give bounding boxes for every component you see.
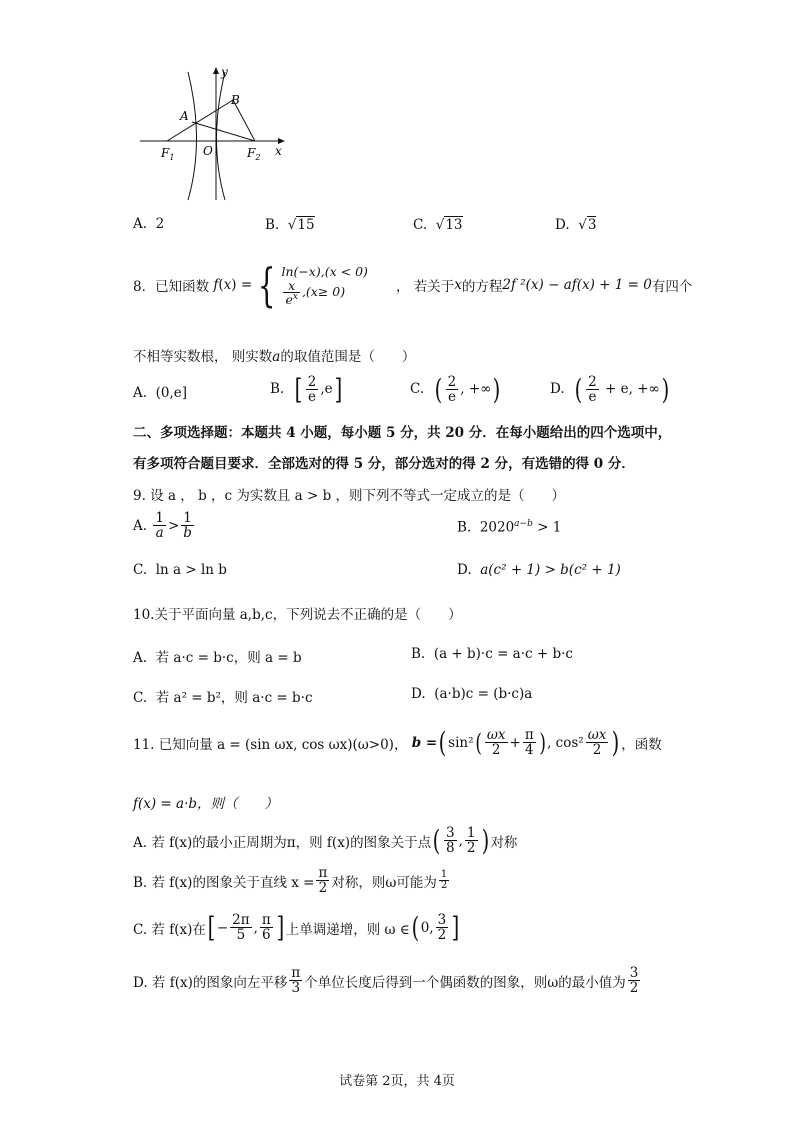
q9-option-c: C. ln a > ln b [133, 562, 227, 578]
q9-option-d: D. a(c² + 1) > b(c² + 1) [457, 562, 621, 578]
q7-option-b: B. √15 [265, 217, 315, 233]
q8-option-b: B. [ $\frac{2}{e}$ ,e] [270, 372, 342, 406]
q10-option-b: B. (a + b)·c = a·c + b·c [411, 646, 573, 662]
q8-stem-line2: 不相等实数根， 则实数a的取值范围是（ ） [133, 349, 416, 365]
label-y: y [221, 65, 228, 79]
q11-stem-line2: f(x) = a·b，则（ ） [133, 796, 279, 812]
label-f1: $F_1$ [161, 146, 175, 162]
q11-option-a: A. 若 f(x)的最小正周期为π，则 f(x)的图象关于点 ( $\frac{3}{8}$ , $\frac{1}{2}$ ) 对称 [133, 823, 518, 857]
label-x: x [275, 144, 282, 158]
q8-option-a: A. (0,e] [133, 385, 188, 401]
q10-stem: 10.关于平面向量 a,b,c，下列说去不正确的是（ ） [133, 607, 462, 623]
label-o: O [203, 144, 213, 158]
section2-heading-line2: 有多项符合题目要求．全部选对的得 5 分，部分选对的得 2 分，有选错的得 0 分． [133, 456, 635, 472]
label-b: B [231, 93, 240, 107]
q8-option-c: C. ( $\frac{2}{e}$ , +∞) [410, 372, 501, 406]
label-a: A [180, 109, 189, 123]
q7-option-d: D. √3 [555, 217, 597, 233]
q8-stem: 8．已知函数 f ( x ) = { ln(−x),(x < 0) $\frac{x}{e^x}$ ,(x≥ 0) ， 若关于 x 的方程 2f ²(x) − af(x) + 1 = 0 有四个 [133, 258, 693, 312]
q10-option-d: D. (a·b)c = (b·c)a [411, 686, 533, 702]
page-footer: 试卷第 2页，共 4页 [339, 1074, 455, 1089]
q7-option-c: C. √13 [413, 217, 463, 233]
q8-option-d: D. ( $\frac{2}{e}$ + e, +∞) [550, 372, 670, 406]
section2-heading-line1: 二、多项选择题：本题共 4 小题，每小题 5 分，共 20 分．在每小题给出的四个选项中， [133, 425, 672, 441]
q9-option-b: B. $2020^{a-b} > 1$ [457, 519, 562, 536]
segment-a-f2 [192, 122, 255, 141]
q10-option-a: A. 若 a·c = b·c，则 a = b [133, 650, 302, 666]
hyperbola-figure [135, 60, 295, 205]
q11-option-d: D. 若 f(x)的图象向左平移 $\frac{\pi}{3}$ 个单位长度后得到一个偶函数的图象，则ω的最小值为 $\frac{3}{2}$ [133, 965, 639, 997]
hyperbola-right-branch [217, 72, 226, 200]
piecewise-brace: { [258, 258, 276, 312]
label-f2: $F_2$ [247, 146, 261, 162]
q7-option-a: A. 2 [133, 216, 165, 232]
q9-stem: 9. 设 a ， b ，c 为实数且 a > b ，则下列不等式一定成立的是（ ） [133, 488, 566, 504]
y-axis-arrow [213, 67, 219, 74]
q9-option-a: A. $\frac{1}{a}$ > $\frac{1}{b}$ [133, 510, 192, 542]
q11-option-b: B. 若 f(x)的图象关于直线 x = $\frac{\pi}{2}$ 对称，则ω可能为 $\frac{1}{2}$ [133, 865, 448, 897]
q10-option-c: C. 若 a² = b²，则 a·c = b·c [133, 690, 313, 706]
q11-option-c: C. 若 f(x)在 [ − $\frac{2\pi}{5}$ , $\frac{\pi}{6}$ ] 上单调递增，则 ω ∈ ( 0, $\frac{3}{2}$ ] [133, 910, 460, 944]
segment-f1-b [167, 100, 233, 141]
q11-stem: 11. 已知向量 a = (sin ωx, cos ωx)(ω>0)， b = ( sin² ( $\frac{\omega x}{2}$ + $\frac{\pi}{4}$ ) , cos² $\frac{\omega x}{2}$ ) ，函数 [133, 725, 662, 759]
hyperbola-left-branch [188, 72, 197, 200]
